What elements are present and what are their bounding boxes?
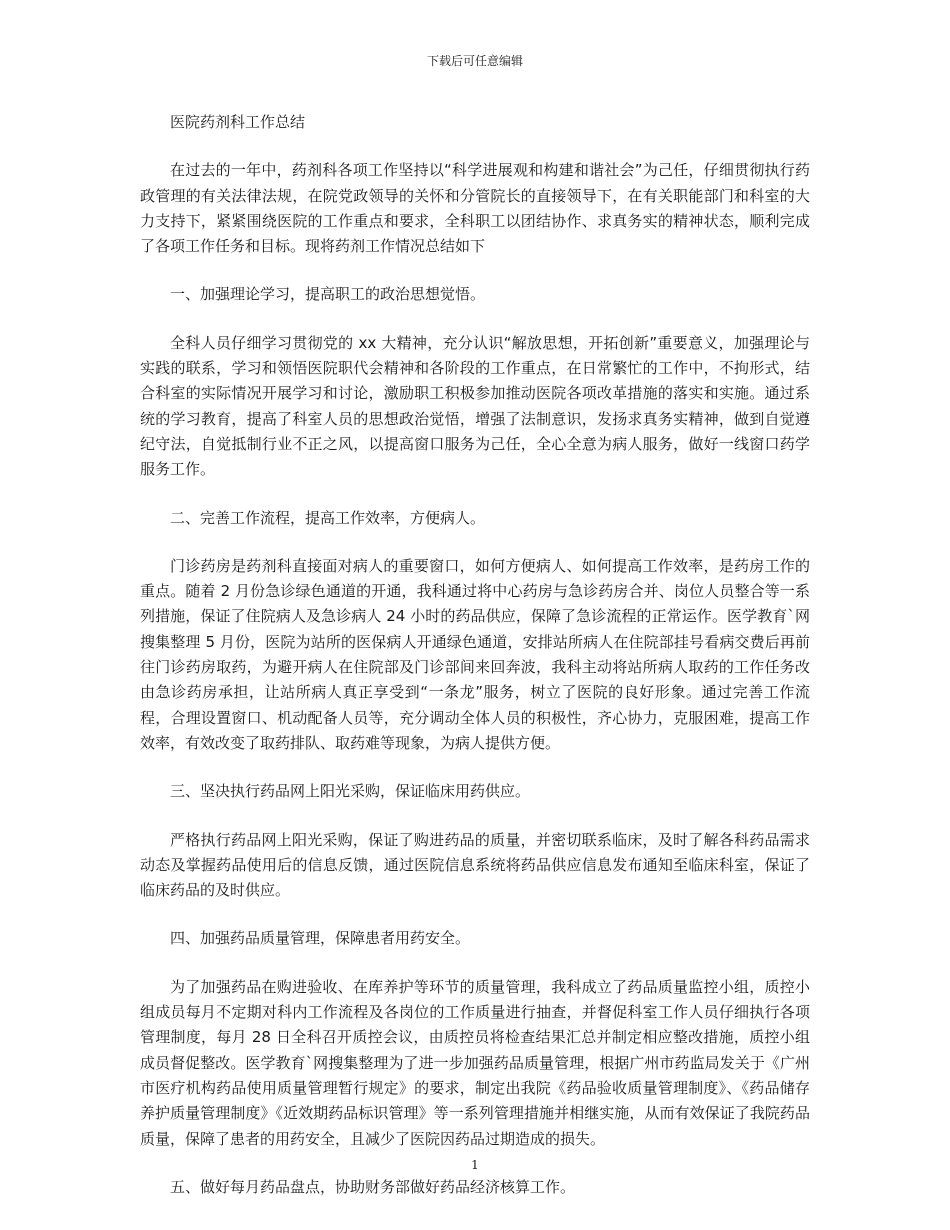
paragraph-section-1: 全科人员仔细学习贯彻党的 xx 大精神，充分认识“解放思想，开拓创新”重要意义，加强理论与实践的联系，学习和领悟医院职代会精神和各阶段的工作重点，在日常繁忙的工作中，不拘形式，结合科室的实际情况开展学习和讨论，激励职工积极参加推动医院各项改革措施的落实和实施。通过系统的学习教育，提高了科室人员的思想政治觉悟，增强了法制意识，发扬求真务实精神，做到自觉遵纪守法，自觉抵制行业不正之风，以提高窗口服务为己任，全心全意为病人服务，做好一线窗口药学服务工作。 [140,333,810,479]
section-heading-2: 二、完善工作流程，提高工作效率，方便病人。 [170,508,486,527]
paragraph-intro: 在过去的一年中，药剂科各项工作坚持以“科学进展观和构建和谐社会”为己任，仔细贯彻执行药政管理的有关法律法规，在院党政领导的关怀和分管院长的直接领导下，在有关职能部门和科室的大力支持下，紧紧围绕医院的工作重点和要求，全科职工以团结协作、求真务实的精神状态，顺利完成了各项工作任务和目标。现将药剂工作情况总结如下 [140,161,810,256]
paragraph-section-2: 门诊药房是药剂科直接面对病人的重要窗口，如何方便病人、如何提高工作效率，是药房工作的重点。随着 2 月份急诊绿色通道的开通，我科通过将中心药房与急诊药房合并、岗位人员整合等一系列措施，保证了住院病人及急诊病人 24 小时的药品供应，保障了急诊流程的正常运作。医学教育`网搜集整理 5 月份，医院为站所的医保病人开通绿色通道，安排站所病人在住院部挂号看病交费后再前往门诊药房取药，为避开病人在住院部及门诊部间来回奔波，我科主动将站所病人取药的工作任务改由急诊药房承担，让站所病人真正享受到“一条龙”服务，树立了医院的良好形象。通过完善工作流程，合理设置窗口、机动配备人员等，充分调动全体人员的积极性，齐心协力，克服困难，提高工作效率，有效改变了取药排队、取药难等现象，为病人提供方便。 [140,556,810,752]
section-heading-5: 五、做好每月药品盘点，协助财务部做好药品经济核算工作。 [170,1177,576,1196]
paragraph-section-3: 严格执行药品网上阳光采购，保证了购进药品的质量，并密切联系临床，及时了解各科药品需求动态及掌握药品使用后的信息反馈，通过医院信息系统将药品供应信息发布通知至临床科室，保证了临床药品的及时供应。 [140,830,810,900]
page-header: 下载后可任意编辑 [426,54,523,68]
document-title: 医院药剂科工作总结 [170,113,306,131]
section-heading-1: 一、加强理论学习，提高职工的政治思想觉悟。 [170,285,486,304]
document-body [140,110,810,1223]
section-heading-3: 三、坚决执行药品网上阳光采购，保证临床用药供应。 [170,782,531,801]
paragraph-section-4: 为了加强药品在购进验收、在库养护等环节的质量管理，我科成立了药品质量监控小组，质控小组成员每月不定期对科内工作流程及各岗位的工作质量进行抽查，并督促科室工作人员仔细执行各项管理制度，每月 28 日全科召开质控会议，由质控员将检查结果汇总并制定相应整改措施，质控小组成员督促整改。医学教育`网搜集整理为了进一步加强药品质量管理，根据广州市药监局发关于《广州市医疗机构药品使用质量管理暂行规定》的要求，制定出我院《药品验收质量管理制度》、《药品储存养护质量管理制度》《近效期药品标识管理》等一系列管理措施并相继实施，从而有效保证了我院药品质量，保障了患者的用药安全，且减少了医院因药品过期造成的损失。 [140,977,810,1148]
section-heading-4: 四、加强药品质量管理，保障患者用药安全。 [170,929,471,948]
page-number: 1 [471,1158,479,1172]
